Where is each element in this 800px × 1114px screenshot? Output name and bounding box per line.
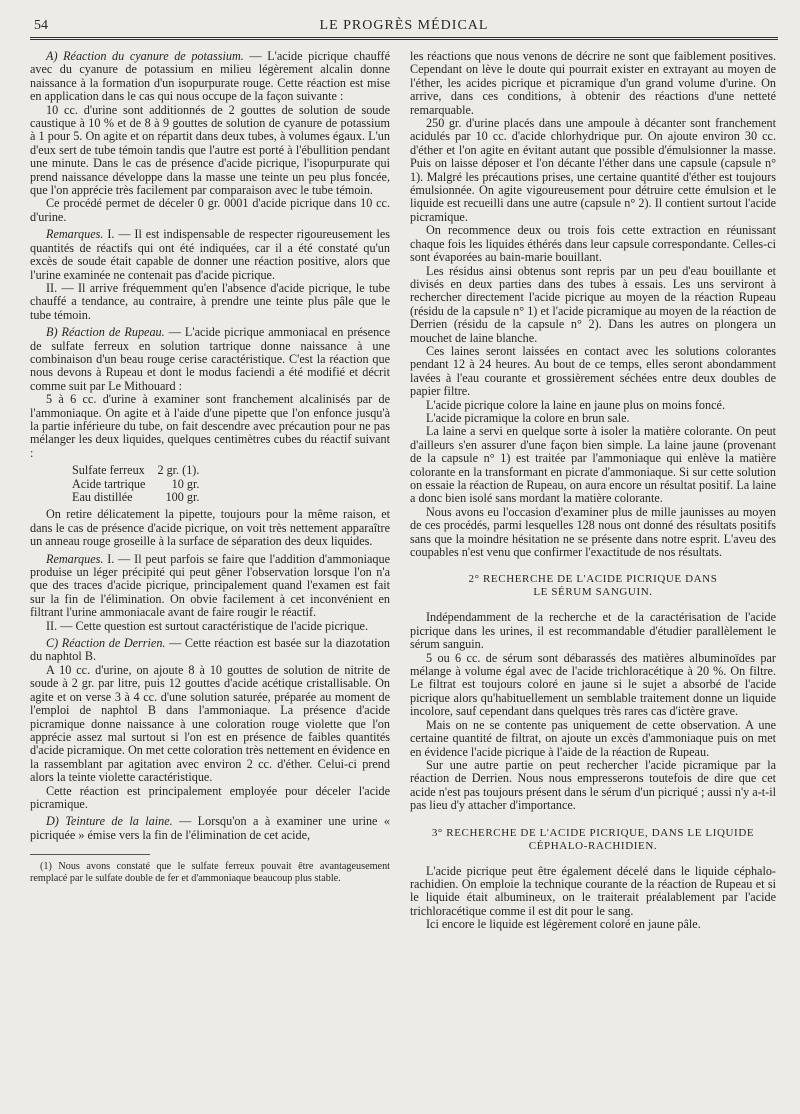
paragraph: L'acide picramique la colore en brun sale. — [426, 410, 630, 425]
paragraph: La laine a servi en quelque sorte à isoler la matière colorante. On peut d'ailleurs s'en assurer d'une façon bien simple. La laine jaune (provenant de la capsule n° 1) est traitée par l'ammoniaque qui enlève la matière colorante en la transformant en picrate d'ammoniaque. Si sur cette solution on essaie la réaction de Rupeau, on aura encore un résultat positif. La laine a donc bien isolé sans mordant la matière colorante. — [410, 424, 776, 506]
reagent-qty: 10 gr. — [171, 476, 200, 491]
section-heading-line: 3° RECHERCHE DE L'ACIDE PICRIQUE, DANS LE LIQUIDE — [431, 826, 755, 839]
section-3-heading — [410, 827, 776, 853]
reagent-table — [72, 464, 199, 504]
section-heading-line: 2° RECHERCHE DE L'ACIDE PICRIQUE DANS — [468, 573, 718, 586]
footnote-rule — [30, 854, 150, 855]
section-2-heading — [410, 573, 776, 599]
paragraph: Indépendamment de la recherche et de la caractérisation de l'acide picrique dans les urines, il est recommandable d'étudier parallèlement le sérum sanguin. — [410, 610, 776, 652]
section-b-heading: B) Réaction de Rupeau. — [46, 325, 165, 340]
reagent-name: Acide tartrique — [72, 476, 146, 491]
remarks-1 — [30, 228, 390, 282]
section-a-text: — L'acide picrique chauffé avec du cyanure de potassium en milieu légèrement alcalin donne naissance à la formation d'un isopurpurate rouge. Cette réaction est mise en application dans le cas qui nous occupe de la façon suivante : — [30, 49, 391, 104]
paragraph: Sur une autre partie on peut rechercher l'acide picramique par la réaction de Derrien. Nous nous empresserons toutefois de dire que cet acide n'est pas toujours présent dans le sérum d'un picriqué ; aussi n'y a-t-il pas lieu d'y attacher d'importance. — [410, 757, 776, 813]
remarks-heading: Remarques. — [46, 551, 104, 566]
paragraph: II. — Cette question est surtout caractéristique de l'acide picrique. — [46, 618, 369, 633]
section-c-text: — Cette réaction est basée sur la diazotation du naphtol B. — [30, 636, 390, 664]
section-c-heading: C) Réaction de Derrien. — [46, 636, 166, 651]
remarks-text: I. — Il peut parfois se faire que l'addition d'ammoniaque produise un léger précipité qui peut gêner l'observation lorsque l'on n'a que des traces d'acide picrique, principalement quand l'examen est fait sur la fin de l'élimination. On obvie facilement à cet inconvénient en filtrant l'urine ammoniacale avant de faire rougir le réactif. — [30, 551, 390, 620]
paragraph: Ici encore le liquide est légèrement coloré en jaune pâle. — [426, 917, 701, 932]
paragraph: Mais on ne se contente pas uniquement de cette observation. A une certaine quantité de filtrat, on ajoute un excès d'ammoniaque puis on met en évidence l'acide picrique à l'aide de la réaction de Rupeau. — [410, 717, 776, 759]
paragraph: Les résidus ainsi obtenus sont repris par un peu d'eau bouillante et divisés en deux parties dans des tubes à essais. Les uns serviront à rechercher directement l'acide picrique au moyen de la réaction Rupeau (résidu de la capsule n° 1) et l'acide picramique au moyen de la réaction de Derrien (résidu de la capsule n° 2). Dans les autres on plongera un mouchet de laine blanche. — [410, 263, 776, 345]
paragraph: On retire délicatement la pipette, toujours pour la même raison, et dans le cas de présence d'acide picrique, on voit très nettement apparaître un anneau rouge groseille à la surface de séparation des deux liquides. — [30, 507, 390, 549]
section-d-heading: D) Teinture de la laine. — [46, 814, 173, 829]
reagent-row — [72, 491, 199, 504]
reagent-name: Sulfate ferreux — [72, 463, 145, 478]
remarks-text: I. — Il est indispensable de respecter rigoureusement les quantités de réactifs qui ont été indiquées, car il a été constaté qu'un excès de soude était capable de donner une réaction positive, alors que l'urine examinée ne contenait pas d'acide picrique. — [30, 227, 390, 282]
running-header — [30, 14, 778, 36]
paragraph: les réactions que nous venons de décrire ne sont que faiblement positives. Cependant on lève le doute qui pourrait exister en extrayant au moyen de l'éther, les acides picrique et picramique d'un grand volume d'urine. On arrive, dans ces conditions, à obtenir des réactions d'une netteté remarquable. — [410, 49, 776, 117]
paragraph: 5 à 6 cc. d'urine à examiner sont franchement alcalinisés par de l'ammoniaque. On agite et à l'aide d'une pipette que l'on enfonce jusqu'à la partie inférieure du tube, on fait descendre avec précaution pour ne pas mélanger les deux liquides, quelques centimètres cubes du réactif suivant : — [30, 392, 390, 460]
left-column — [30, 50, 390, 884]
paragraph: 5 ou 6 cc. de sérum sont débarassés des matières albuminoïdes par mélange à volume égal avec de l'acide trichloracétique à 20 %. On filtre. Le filtrat est toujours coloré en jaune si le sujet a absorbé de l'acide picrique alors qu'habituellement un semblable traitement donne un liquide incolore, sauf cependant dans quelques très rares cas d'ictère grave. — [410, 650, 776, 719]
section-c-intro — [30, 637, 390, 664]
paragraph: II. — Il arrive fréquemment qu'en l'absence d'acide picrique, le tube chauffé a tendance, au contraire, à prendre une teinte plus pâle que le tube témoin. — [30, 280, 390, 322]
reagent-qty: 2 gr. (1). — [157, 463, 200, 478]
paragraph: Cette réaction est principalement employée pour déceler l'acide picramique. — [30, 783, 390, 811]
header-rule — [30, 37, 778, 42]
section-b-intro — [30, 326, 390, 393]
paragraph: Ce procédé permet de déceler 0 gr. 0001 d'acide picrique dans 10 cc. d'urine. — [30, 196, 390, 224]
reagent-qty: 100 gr. — [165, 490, 200, 504]
paragraph: L'acide picrique colore la laine en jaune plus on moins foncé. — [426, 397, 725, 412]
remarks-2 — [30, 553, 390, 620]
page-number: 54 — [34, 18, 48, 33]
paragraph: Ces laines seront laissées en contact avec les solutions colorantes pendant 12 à 24 heures. Au bout de ce temps, elles seront abondamment lavées à l'eau courante et grossièrement séchées entre deux doubles de papier filtre. — [410, 343, 776, 399]
section-heading-line: CÉPHALO-RACHIDIEN. — [528, 839, 658, 852]
section-heading-line: LE SÉRUM SANGUIN. — [533, 586, 653, 599]
right-column — [410, 50, 776, 932]
reagent-row — [72, 464, 199, 477]
paragraph: A 10 cc. d'urine, on ajoute 8 à 10 gouttes de solution de nitrite de soude à 2 gr. par litre, puis 12 gouttes d'acide acétique cristallisable. On agite et on verse 3 à 4 cc. d'une solution saturée, préparée au moment de l'emploi de naphtol B dans l'ammoniaque. La présence d'acide picramique donne naissance à une coloration rouge violette que l'on apprécie assez mal surtout si l'on est en présence de faibles quantités d'acide picramique. On met cette coloration très nettement en évidence en la rassemblant par agitation avec environ 2 cc. d'éther. Celui-ci prend alors la teinte violette caractéristique. — [30, 662, 390, 785]
paragraph: L'acide picrique peut être également décelé dans le liquide céphalo-rachidien. On emploie la technique courante de la réaction de Rupeau et si le liquide était albumineux, on le traiterait préalablement par l'acide trichloracétique comme il est dit pour le sang. — [410, 863, 776, 918]
section-d-text: — Lorsqu'on a à examiner une urine « picriquée » émise vers la fin de l'élimination de cet acide, — [30, 814, 390, 842]
paragraph: 10 cc. d'urine sont additionnés de 2 gouttes de solution de soude caustique à 10 % et de 8 à 9 gouttes de solution de cyanure de potassium à 1 pour 5. On agite et on répartit dans deux tubes, à volumes égaux. L'un d'eux sert de tube témoin tandis que l'autre est porté à l'ébullition pendant une minute. Dans le cas de présence d'acide picrique, l'isopurpurate qui prend naissance développe dans la masse une teinte un peu plus foncée, que l'on apprécie très facilement par comparaison avec le tube témoin. — [30, 102, 390, 198]
section-b-text: — L'acide picrique ammoniacal en présence de sulfate ferreux en solution tartrique donne naissance à une combinaison d'un beau rouge cerise caractéristique. C'est la réaction que nous devons à Rupeau et dont le modus faciendi a été modifié et décrit comme suit par Le Mithouard : — [30, 325, 390, 393]
section-a-intro — [30, 50, 390, 104]
section-d-intro — [30, 815, 390, 842]
remarks-heading: Remarques. — [46, 227, 104, 242]
footnote: (1) Nous avons constaté que le sulfate ferreux pouvait être avantageusement remplacé par le sulfate double de fer et d'ammoniaque beaucoup plus stable. — [30, 861, 390, 884]
paragraph: On recommence deux ou trois fois cette extraction en réunissant chaque fois les liquides éthérés dans leur capsule correspondante. Celles-ci sont évaporées au bain-marie bouillant. — [410, 223, 776, 265]
journal-title: LE PROGRÈS MÉDICAL — [319, 18, 489, 33]
paragraph: 250 gr. d'urine placés dans une ampoule à décanter sont franchement acidulés par 10 cc. d'acide chlorhydrique pur. On ajoute environ 30 cc. d'éther et l'on agite en évitant autant que possible d'émulsionner la masse. Puis on laisse déposer et l'on décante l'éther dans une capsule (capsule n° 1). Malgré les précautions prises, une certaine quantité d'éther est toujours émulsionnée. On agite vigoureusement pour détruire cette émulsion et le liquide est recueilli dans une autre (capsule n° 2). Il contient surtout l'acide picramique. — [410, 116, 776, 224]
paragraph: Nous avons eu l'occasion d'examiner plus de mille jaunisses au moyen de ces procédés, parmi lesquelles 128 nous ont donné des résultats positifs sans que la moindre hésitation ne se présente dans notre esprit. L'aveu des coupables n'est venu que confirmer l'exactitude de nos résultats. — [410, 504, 776, 560]
reagent-row — [72, 478, 199, 491]
reagent-name: Eau distillée — [72, 490, 133, 504]
section-a-heading: A) Réaction du cyanure de potassium. — [46, 49, 244, 63]
